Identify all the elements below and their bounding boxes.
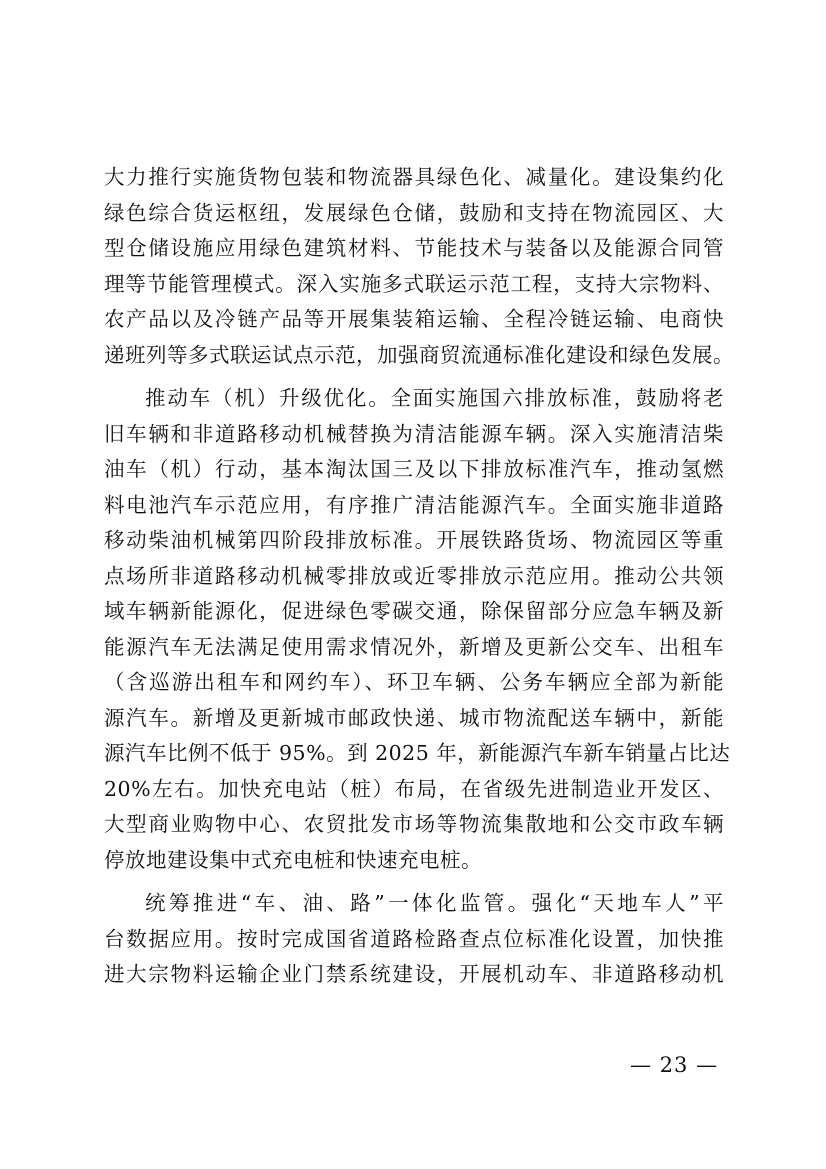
text-line: 绿色综合货运枢纽，发展绿色仓储，鼓励和支持在物流园区、大 (104, 200, 724, 225)
paragraph-3 (104, 886, 724, 993)
text-line: 型仓储设施应用绿色建筑材料、节能技术与装备以及能源合同管 (104, 236, 724, 260)
text-line: 停放地建设集中式充电桩和快速充电桩。 (104, 847, 482, 872)
text-line: 递班列等多式联运试点示范，加强商贸流通标准化建设和绿色发展。 (104, 342, 734, 367)
text-line: 进大宗物料运输企业门禁系统建设，开展机动车、非道路移动机 (104, 962, 724, 986)
text-line: （含巡游出租车和网约车）、环卫车辆、公务车辆应全部为新能 (104, 670, 724, 694)
text-line: 源汽车。新增及更新城市邮政快递、城市物流配送车辆中，新能 (104, 705, 724, 730)
text-line: 大力推行实施货物包装和物流器具绿色化、减量化。建设集约化 (104, 165, 724, 189)
text-line: 旧车辆和非道路移动机械替换为清洁能源车辆。深入实施清洁柴 (104, 421, 724, 446)
text-line: 移动柴油机械第四阶段排放标准。开展铁路货场、物流园区等重 (104, 528, 724, 552)
text-line: 农产品以及冷链产品等开展集装箱运输、全程冷链运输、电商快 (104, 307, 724, 331)
text-line: 域车辆新能源化，促进绿色零碳交通，除保留部分应急车辆及新 (104, 599, 724, 623)
text-line: 油车（机）行动，基本淘汰国三及以下排放标准汽车，推动氢燃 (104, 457, 724, 481)
text-line: 料电池汽车示范应用，有序推广清洁能源汽车。全面实施非道路 (104, 492, 724, 517)
text-line: 统筹推进“车、油、路”一体化监管。强化“天地车人”平 (145, 891, 724, 915)
text-line: 大型商业购物中心、农贸批发市场等物流集散地和公交市政车辆 (104, 812, 724, 836)
body-text (104, 160, 734, 993)
text-line: 能源汽车无法满足使用需求情况外，新增及更新公交车、出租车 (104, 634, 724, 659)
text-line: 源汽车比例不低于 95%。到 2025 年，新能源汽车新车销量占比达 (104, 741, 731, 765)
text-line: 推动车（机）升级优化。全面实施国六排放标准，鼓励将老 (145, 386, 724, 410)
text-line: 20%左右。加快充电站（桩）布局，在省级先进制造业开发区、 (104, 776, 724, 801)
text-line: 理等节能管理模式。深入实施多式联运示范工程，支持大宗物料、 (104, 271, 724, 296)
text-line: 点场所非道路移动机械零排放或近零排放示范应用。推动公共领 (104, 563, 724, 588)
page-number: — 23 — (630, 1053, 719, 1077)
paragraph-1 (104, 160, 734, 373)
paragraph-2 (104, 381, 731, 878)
text-line: 台数据应用。按时完成国省道路检路查点位标准化设置，加快推 (104, 926, 724, 951)
